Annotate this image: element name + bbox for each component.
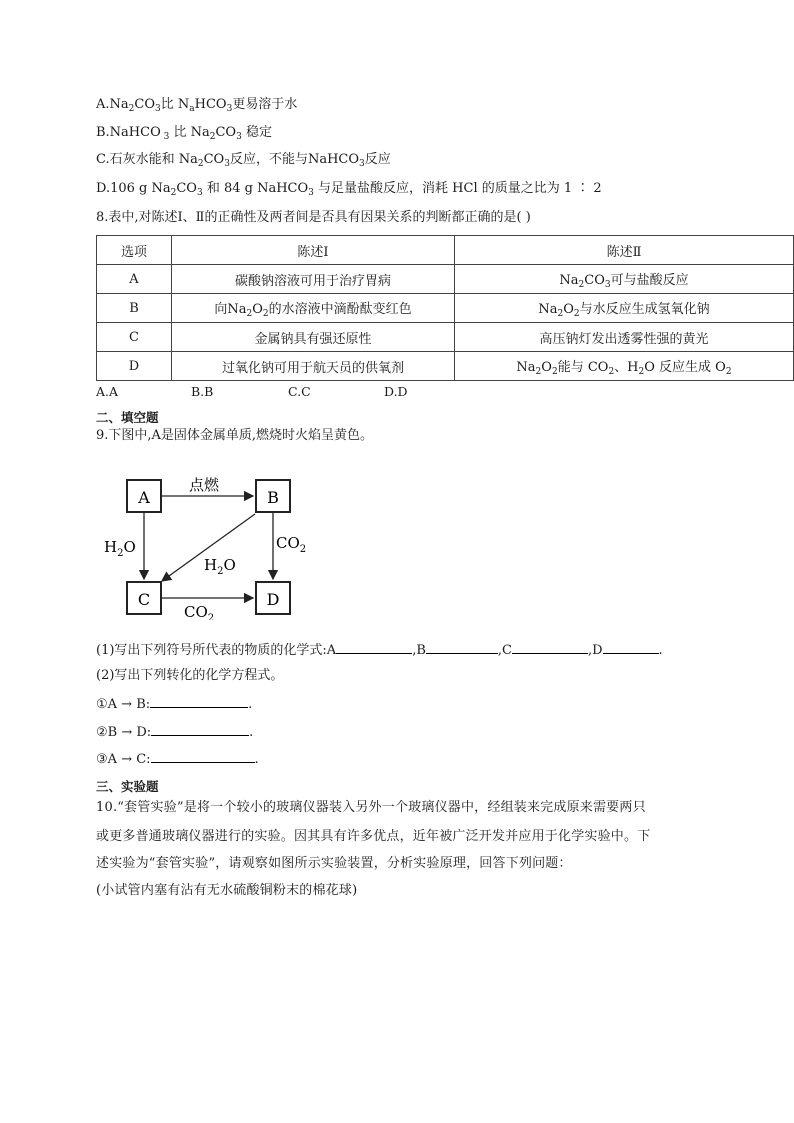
node-c: [127, 582, 161, 614]
q7-option-c: C.石灰水能和 $Na_2CO_3$反应，不能与NaHCO$_3$反应: [96, 152, 391, 169]
q10-line: 10.“套管实验”是将一个较小的玻璃仪器装入另外一个玻璃仪器中，经组装来完成原来需要两只: [96, 800, 646, 815]
q7-option-d: D.106 g $Na_2CO_3$ 和 84 g NaHCO$_3$ 与足量盐酸反应，消耗 HCl 的质量之比为 1 ∶ 2: [96, 181, 602, 198]
reaction-diagram: [96, 460, 326, 620]
row-statement-2: $Na_2O_2$与水反应生成氢氧化钠: [455, 294, 794, 323]
q7-option-b: B.NaHCO $_3$ 比 $Na_2CO_3$ 稳定: [96, 125, 272, 142]
row-statement-1: 碳酸钠溶液可用于治疗胃病: [172, 265, 455, 294]
answer-blank-eq2[interactable]: [151, 723, 249, 736]
q9-part1-prompt: (1)写出下列符号所代表的物质的化学式:A: [96, 643, 337, 658]
row-option: C: [97, 323, 172, 352]
q7-option-a: $A.Na_2CO_3$比 $N_aHCO_3$更易溶于水: [96, 97, 298, 114]
node-a: [127, 480, 161, 512]
node-label-d: D: [266, 590, 280, 609]
table-row: [97, 323, 794, 352]
row-option: A: [97, 265, 172, 294]
answer-blank-eq3[interactable]: [151, 750, 255, 763]
node-b: [256, 480, 290, 512]
edge-label-bd: $CO_2$: [276, 534, 307, 555]
node-label-b: B: [267, 488, 279, 507]
choice-d: D.D: [384, 384, 408, 399]
answer-blank-d[interactable]: [603, 641, 659, 654]
node-d: [256, 582, 290, 614]
q10-line: 或更多普通玻璃仪器进行的实验。因其具有许多优点，近年被广泛开发并应用于化学实验中。下: [96, 829, 651, 844]
row-statement-1: 金属钠具有强还原性: [172, 323, 455, 352]
q8-choices: [96, 384, 496, 402]
row-statement-1: 向$Na_2O_2$的水溶液中滴酚酞变红色: [172, 294, 455, 323]
choice-c: C.C: [288, 384, 311, 399]
answer-blank-c[interactable]: [512, 641, 588, 654]
edge-label-bc: $H_2O$: [204, 556, 236, 577]
table-row: [97, 352, 794, 381]
section-heading: 二、填空题: [96, 410, 159, 425]
row-option: D: [97, 352, 172, 381]
edge-label-cd: $CO_2$: [184, 603, 215, 620]
answer-blank-b[interactable]: [426, 641, 498, 654]
header-statement-1: 陈述Ⅰ: [172, 236, 455, 265]
q9-stem: 9.下图中,A是固体金属单质,燃烧时火焰呈黄色。: [96, 428, 374, 443]
section-heading: 三、实验题: [96, 779, 159, 794]
row-option: B: [97, 294, 172, 323]
q9-part1: (1)写出下列符号所代表的物质的化学式:A ,B ,C ,D .: [96, 643, 663, 658]
choice-a: A.A: [96, 384, 119, 399]
row-statement-1: 过氧化钠可用于航天员的供氧剂: [172, 352, 455, 381]
node-label-c: C: [137, 590, 151, 609]
row-statement-2: 高压钠灯发出透雾性强的黄光: [455, 323, 794, 352]
table-row: [97, 265, 794, 294]
row-statement-2: $Na_2O_2$能与 $CO_2$、$H_2O$ 反应生成 $O_2$: [455, 352, 794, 381]
node-label-a: A: [138, 488, 150, 507]
edge-label-ab: 点燃: [188, 476, 220, 494]
q9-eq3: ③A → C: .: [96, 752, 259, 767]
answer-blank-eq1[interactable]: [150, 695, 248, 708]
table-header-row: [97, 236, 794, 265]
row-statement-2: $Na_2CO_3$可与盐酸反应: [455, 265, 794, 294]
table-row: [97, 294, 794, 323]
edge-label-ac: $H_2O$: [104, 538, 136, 559]
answer-blank-a[interactable]: [336, 641, 412, 654]
choice-b: B.B: [191, 384, 214, 399]
q10-note: (小试管内塞有沾有无水硫酸铜粉末的棉花球): [96, 883, 358, 898]
header-option: 选项: [97, 236, 172, 265]
q9-eq2: ②B → D: .: [96, 725, 254, 740]
q8-stem: 8.表中,对陈述Ⅰ、Ⅱ的正确性及两者间是否具有因果关系的判断都正确的是( ): [96, 210, 531, 225]
q8-table: [96, 235, 794, 381]
header-statement-2: 陈述Ⅱ: [455, 236, 794, 265]
q9-eq1: ①A → B: .: [96, 697, 253, 712]
q10-line: 述实验为“套管实验”，请观察如图所示实验装置，分析实验原理，回答下列问题：: [96, 856, 572, 871]
q9-part2: (2)写出下列转化的化学方程式。: [96, 668, 284, 683]
